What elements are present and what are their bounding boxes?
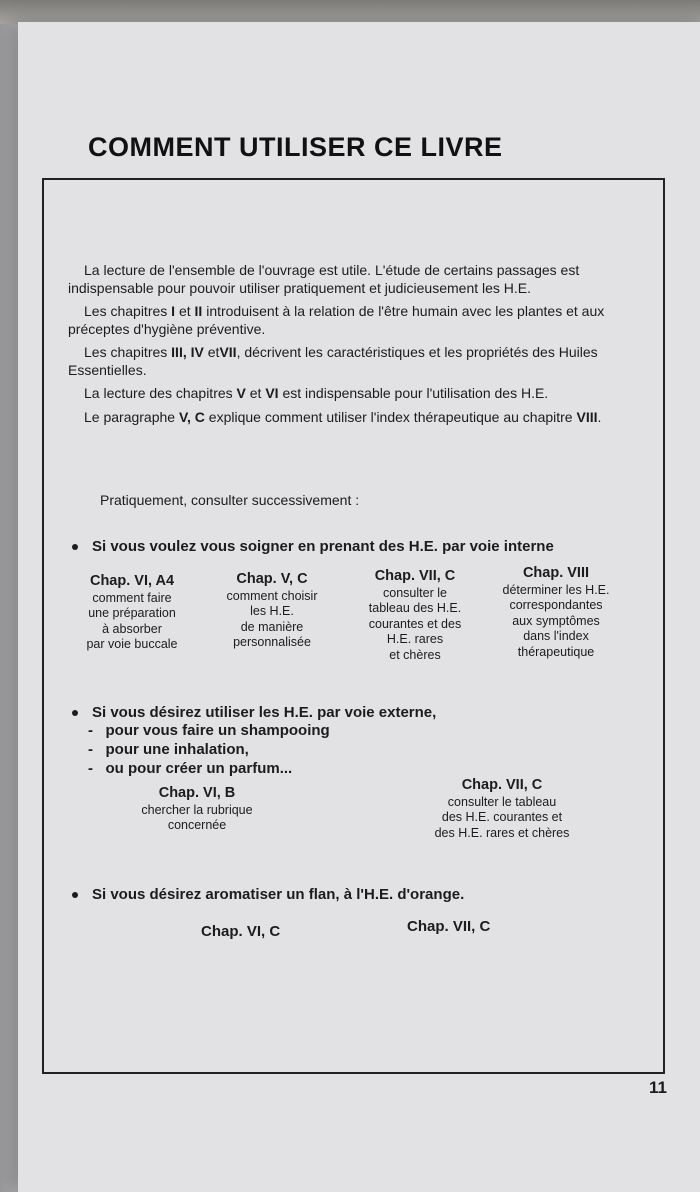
section3-ref-2: Chap. VII, C xyxy=(407,918,491,935)
section1-col-3: Chap. VII, C consulter le tableau des H.E. courantes et des H.E. rares et chères xyxy=(368,568,462,662)
pratique-line: Pratiquement, consulter successivement : xyxy=(100,492,360,508)
intro-paragraph-4: La lecture des chapitres V et VI est indispensable pour l'utilisation des H.E. xyxy=(84,385,549,401)
intro-paragraph-2: Les chapitres I et II introduisent à la relation de l'être humain avec les plantes et aux préceptes d'hygiène préventive. xyxy=(68,303,605,337)
section2-item-3: - ou pour créer un parfum... xyxy=(88,760,293,777)
page-number: 11 xyxy=(649,1078,667,1097)
section2-col-1: Chap. VI, B chercher la rubrique concernée xyxy=(141,785,253,832)
section1-heading: Si vous voulez vous soigner en prenant des H.E. par voie interne xyxy=(72,538,554,555)
intro-paragraph-5: Le paragraphe V, C explique comment utiliser l'index thérapeutique au chapitre VIII. xyxy=(84,408,602,425)
page-title: COMMENT UTILISER CE LIVRE xyxy=(88,132,503,162)
intro-text xyxy=(68,262,610,432)
intro-paragraph-1: La lecture de l'ensemble de l'ouvrage est utile. L'étude de certains passages est indispensable pour pouvoir utiliser pratiquement et judicieusement les H.E. xyxy=(68,262,580,296)
section2-item-2: - pour une inhalation, xyxy=(88,741,249,758)
bullet-icon xyxy=(72,710,78,716)
background-strip xyxy=(0,0,700,24)
section2-heading: Si vous désirez utiliser les H.E. par voie externe, xyxy=(72,704,436,721)
section1-col-2: Chap. V, C comment choisir les H.E. de manière personnalisée xyxy=(226,571,318,649)
bullet-icon xyxy=(72,544,78,550)
section1-col-1: Chap. VI, A4 comment faire une préparation à absorber par voie buccale xyxy=(86,573,178,651)
section3-ref-1: Chap. VI, C xyxy=(201,923,281,940)
intro-paragraph-3: Les chapitres III, IV etVII, décrivent les caractéristiques et les propriétés des Huiles Essentielles. xyxy=(68,344,598,378)
section2-col-2: Chap. VII, C consulter le tableau des H.E. courantes et des H.E. rares et chères xyxy=(434,777,570,840)
section1-col-4: Chap. VIII déterminer les H.E. correspondantes aux symptômes dans l'index thérapeutique xyxy=(502,565,610,659)
bullet-icon xyxy=(72,892,78,898)
section2-item-1: - pour vous faire un shampooing xyxy=(88,722,330,739)
section3-heading: Si vous désirez aromatiser un flan, à l'H.E. d'orange. xyxy=(72,886,464,903)
